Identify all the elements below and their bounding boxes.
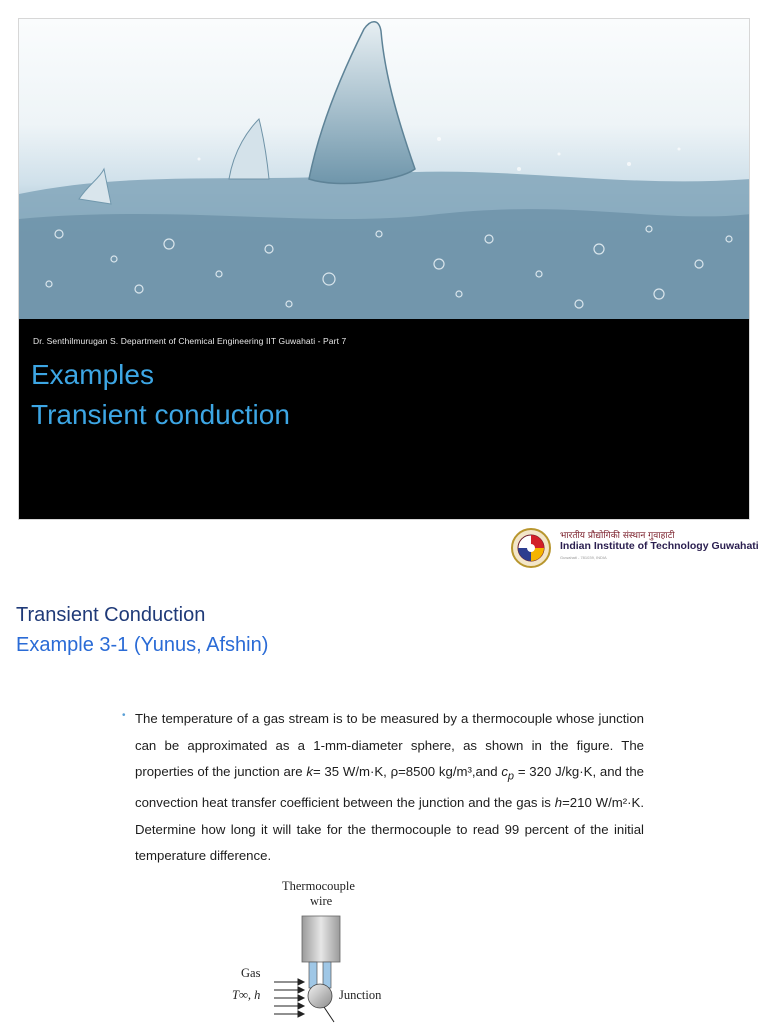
water-splash-image — [19, 19, 750, 319]
label-gas: Gas — [241, 966, 261, 980]
problem-text-2: = 35 W/m·K, ρ=8500 kg/m³,and — [312, 764, 502, 779]
logo-english-text: Indian Institute of Technology Guwahati — [560, 540, 759, 552]
slide-title-line-1: Examples — [31, 359, 154, 390]
problem-statement — [135, 706, 644, 870]
label-junction: Junction — [339, 988, 382, 1002]
title-slide — [18, 18, 750, 520]
symbol-cp: c — [501, 764, 508, 779]
symbol-k: k — [306, 764, 313, 779]
bullet-marker: • — [122, 710, 126, 721]
symbol-cp-subscript: p — [507, 770, 515, 783]
thermocouple-figure — [220, 874, 440, 1024]
label-thermocouple: Thermocouple — [282, 879, 355, 893]
section-heading: Transient Conduction — [16, 604, 206, 626]
iit-guwahati-logo — [510, 527, 768, 569]
logo-hindi-text: भारतीय प्रौद्योगिकी संस्थान गुवाहाटी — [560, 531, 675, 541]
problem-text-1: The temperature of a gas stream is to be measured by a thermocouple whose junction can be approximated as a 1-mm-diameter sphere, as shown in the figure. The properties of the junction are — [135, 711, 644, 779]
problem-text-4: =210 W/m²·K. Determine how long it will take for the thermocouple to read 99 percent of the initial temperature difference. — [135, 795, 644, 864]
symbol-h: h — [554, 795, 563, 811]
label-wire: wire — [310, 894, 333, 908]
problem-text-3: = 320 J/kg·K, and the convection heat transfer coefficient between the junction and the gas is — [135, 764, 644, 811]
section-subheading: Example 3-1 (Yunus, Afshin) — [16, 634, 269, 656]
slide-title-line-2: Transient conduction — [31, 399, 290, 430]
iit-emblem-icon — [510, 527, 552, 569]
logo-address-text: Guwahati - 781039, INDIA — [560, 555, 607, 560]
slide-byline: Dr. Senthilmurugan S. Department of Chemical Engineering IIT Guwahati - Part 7 — [33, 336, 347, 346]
label-t-infinity-h: T∞, h — [232, 988, 261, 1002]
